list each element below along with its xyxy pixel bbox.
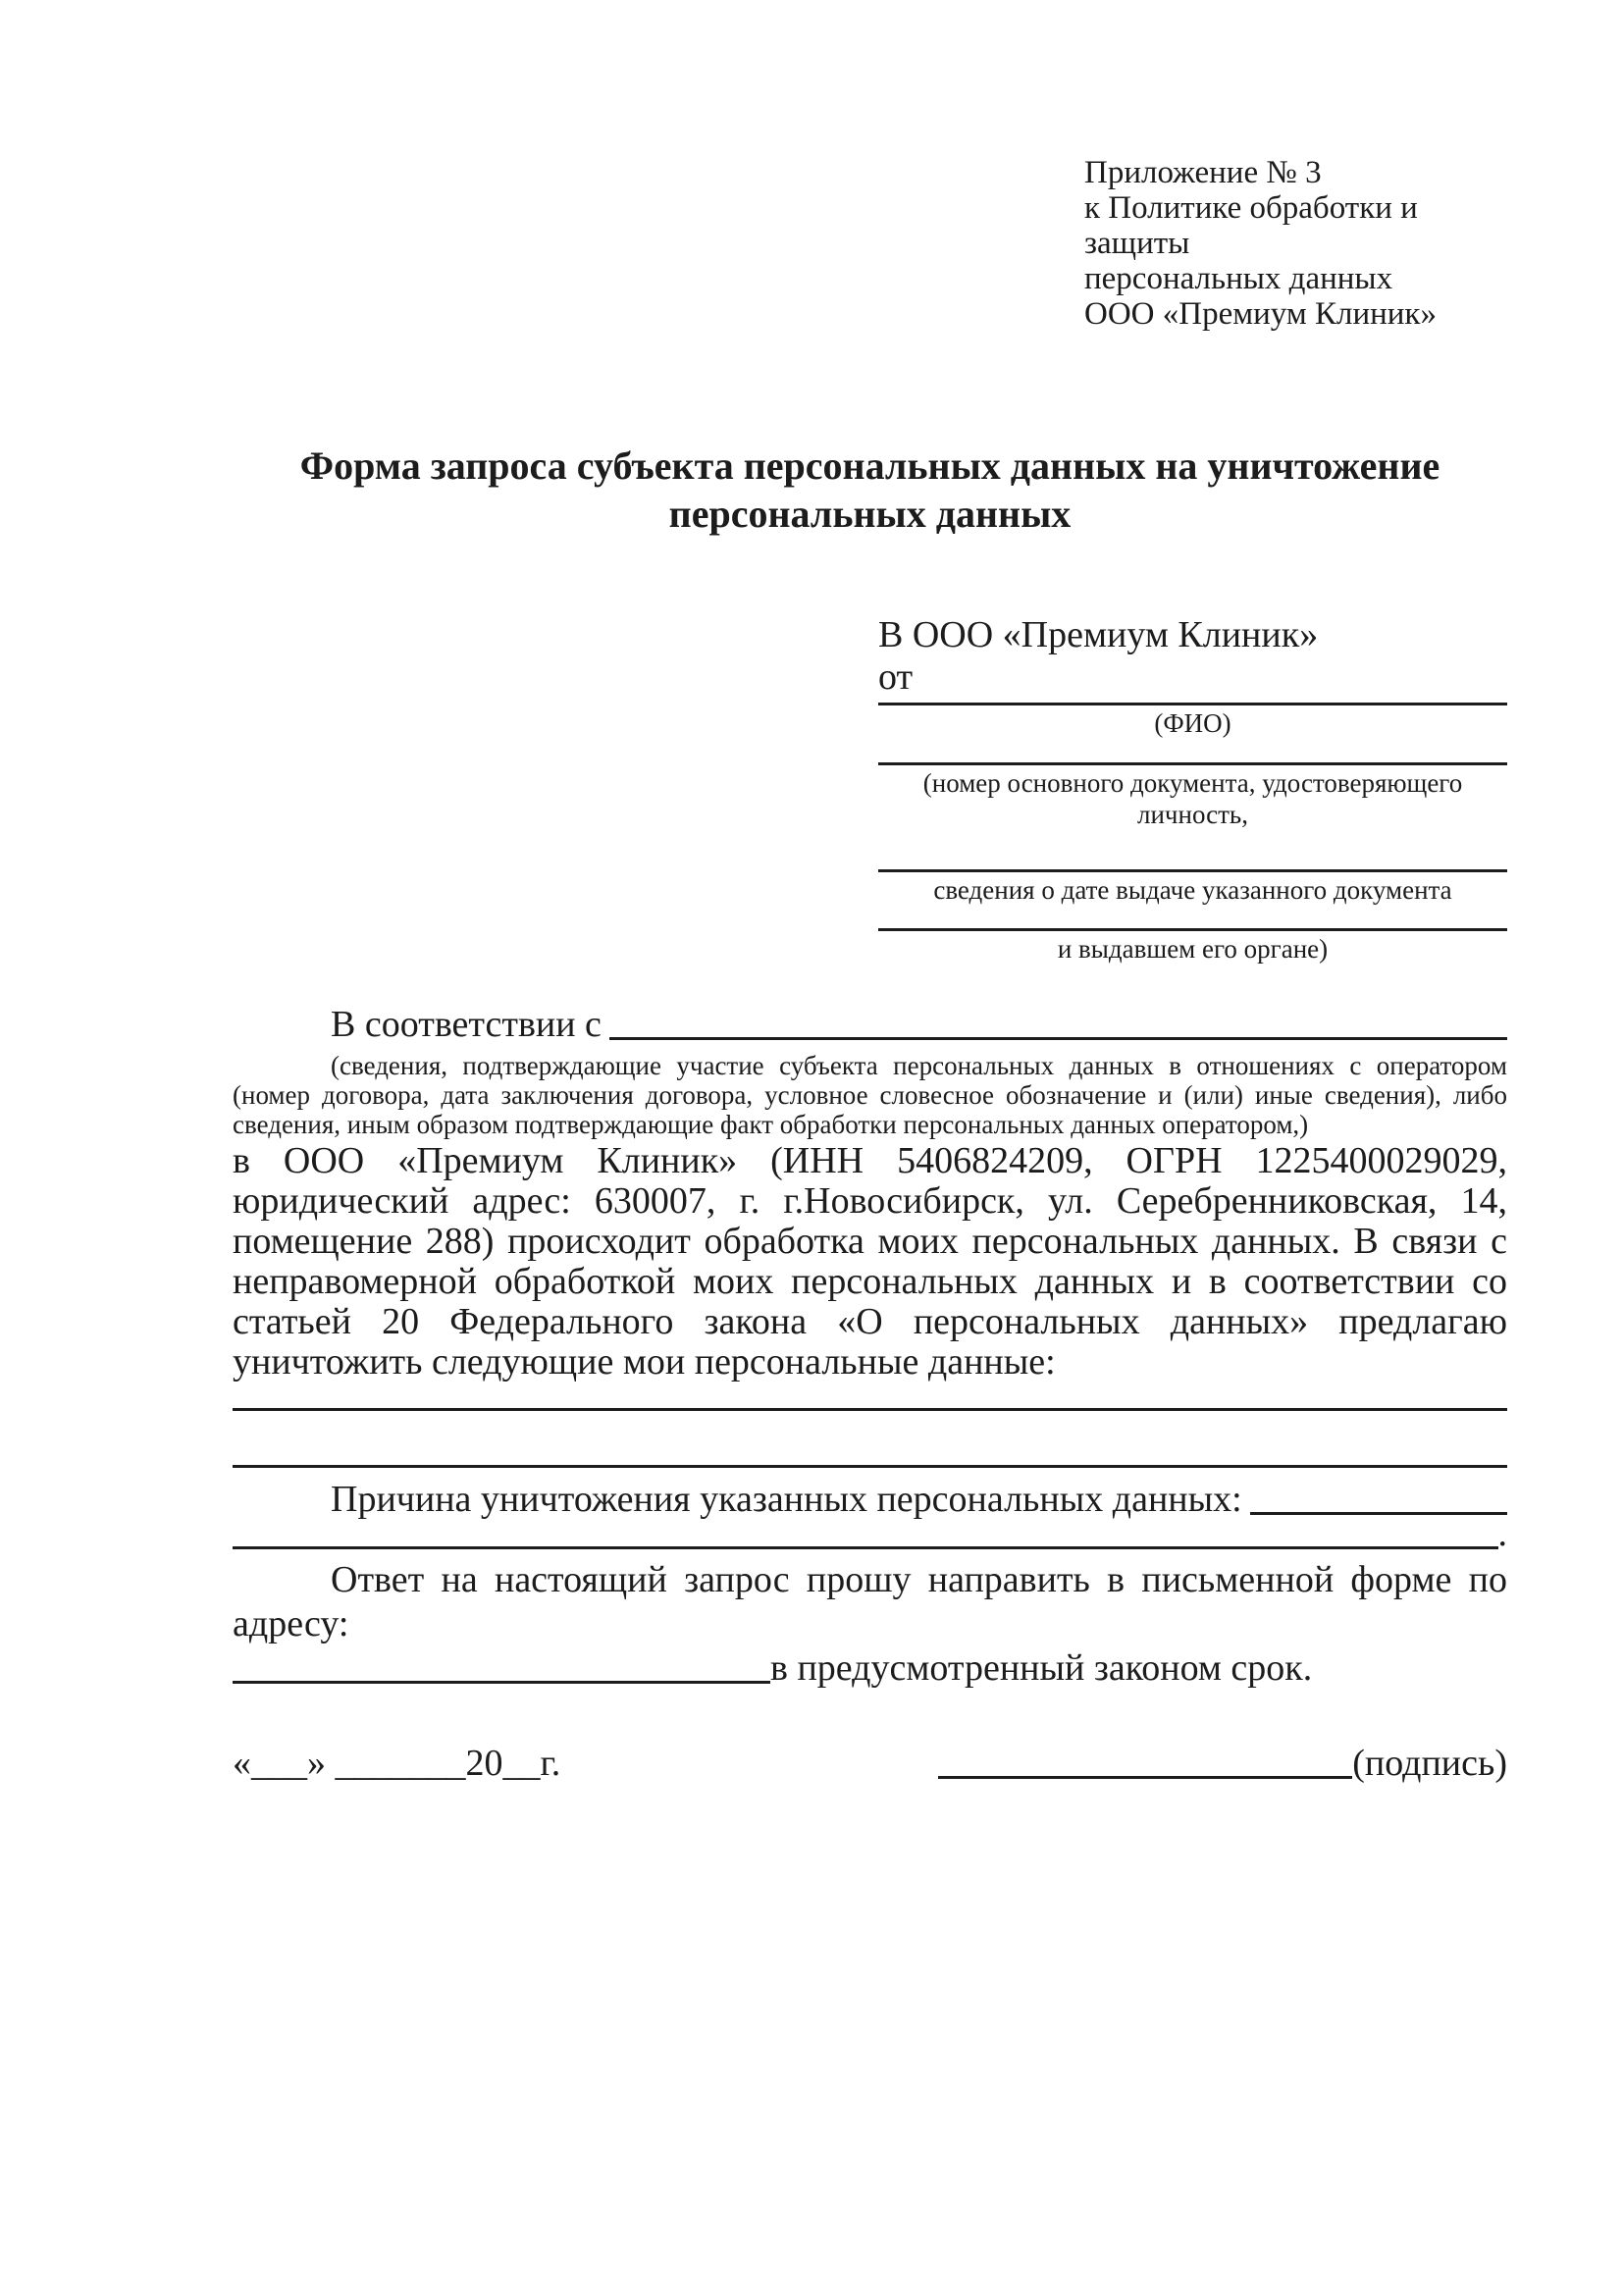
- doc-number-caption: (номер основного документа, удостоверяющего личность,: [922, 768, 1463, 829]
- footer-row: [233, 1742, 1507, 1786]
- main-paragraph: в ООО «Премиум Клиник» (ИНН 5406824209, ОГРН 1225400029029, юридический адрес: 630007, г. г.Новосибирск, ул. Серебренниковская, 14, помещение 288) происходит обработка моих персональных данных. В связи с неправомерной обработкой моих персональных данных и в соответствии со статьей 20 Федерального закона «О персональных данных» предлагаю уничтожить следующие мои персональные данные:: [233, 1140, 1507, 1383]
- response-address-row: [233, 1646, 1507, 1691]
- accordance-label: В соответствии с: [331, 1004, 602, 1045]
- signature-blank-line: [938, 1776, 1352, 1779]
- response-address-blank-line: [233, 1681, 770, 1684]
- addressee-block: [878, 614, 1507, 965]
- addressee-from-label: от: [878, 656, 914, 698]
- reason-period: .: [1497, 1513, 1507, 1554]
- fio-caption: (ФИО): [1154, 708, 1231, 738]
- date-blank: «___» _______20__г.: [233, 1743, 561, 1784]
- signature-group: [938, 1742, 1507, 1786]
- appendix-line: к Политике обработки и защиты: [1084, 190, 1418, 261]
- reason-blank-line: [1250, 1512, 1507, 1515]
- appendix-line: персональных данных: [1084, 261, 1393, 296]
- signature-caption: (подпись): [1352, 1743, 1507, 1784]
- doc-issue-date-caption: сведения о дате выдаче указанного документа: [933, 875, 1452, 905]
- appendix-line: ООО «Премиум Клиник»: [1084, 296, 1437, 332]
- accordance-row: [233, 1003, 1507, 1047]
- response-tail: в предусмотренный законом срок.: [770, 1647, 1313, 1689]
- appendix-line: Приложение № 3: [1084, 155, 1322, 190]
- addressee-to: В ООО «Премиум Клиник»: [878, 614, 1319, 655]
- accordance-note: (сведения, подтверждающие участие субъекта персональных данных в отношениях с оператором (номер договора, дата заключения договора, условное словесное обозначение и (или) иные сведения), либо сведения, иным образом подтверждающие факт обработки персональных данных оператором,): [233, 1051, 1507, 1139]
- response-paragraph: Ответ на настоящий запрос прошу направить в письменной форме по адресу:: [233, 1559, 1507, 1644]
- reason-label: Причина уничтожения указанных персональных данных:: [331, 1479, 1242, 1520]
- reason-continuation-blank-line: [233, 1546, 1498, 1549]
- appendix-block: [1084, 155, 1507, 332]
- document-title: Форма запроса субъекта персональных данных на уничтожение персональных данных: [299, 444, 1440, 536]
- personal-data-blank-line-1: [233, 1408, 1507, 1411]
- personal-data-blank-line-2: [233, 1465, 1507, 1468]
- doc-issuer-caption: и выдавшем его органе): [1057, 934, 1329, 964]
- accordance-blank-line: [609, 1037, 1507, 1040]
